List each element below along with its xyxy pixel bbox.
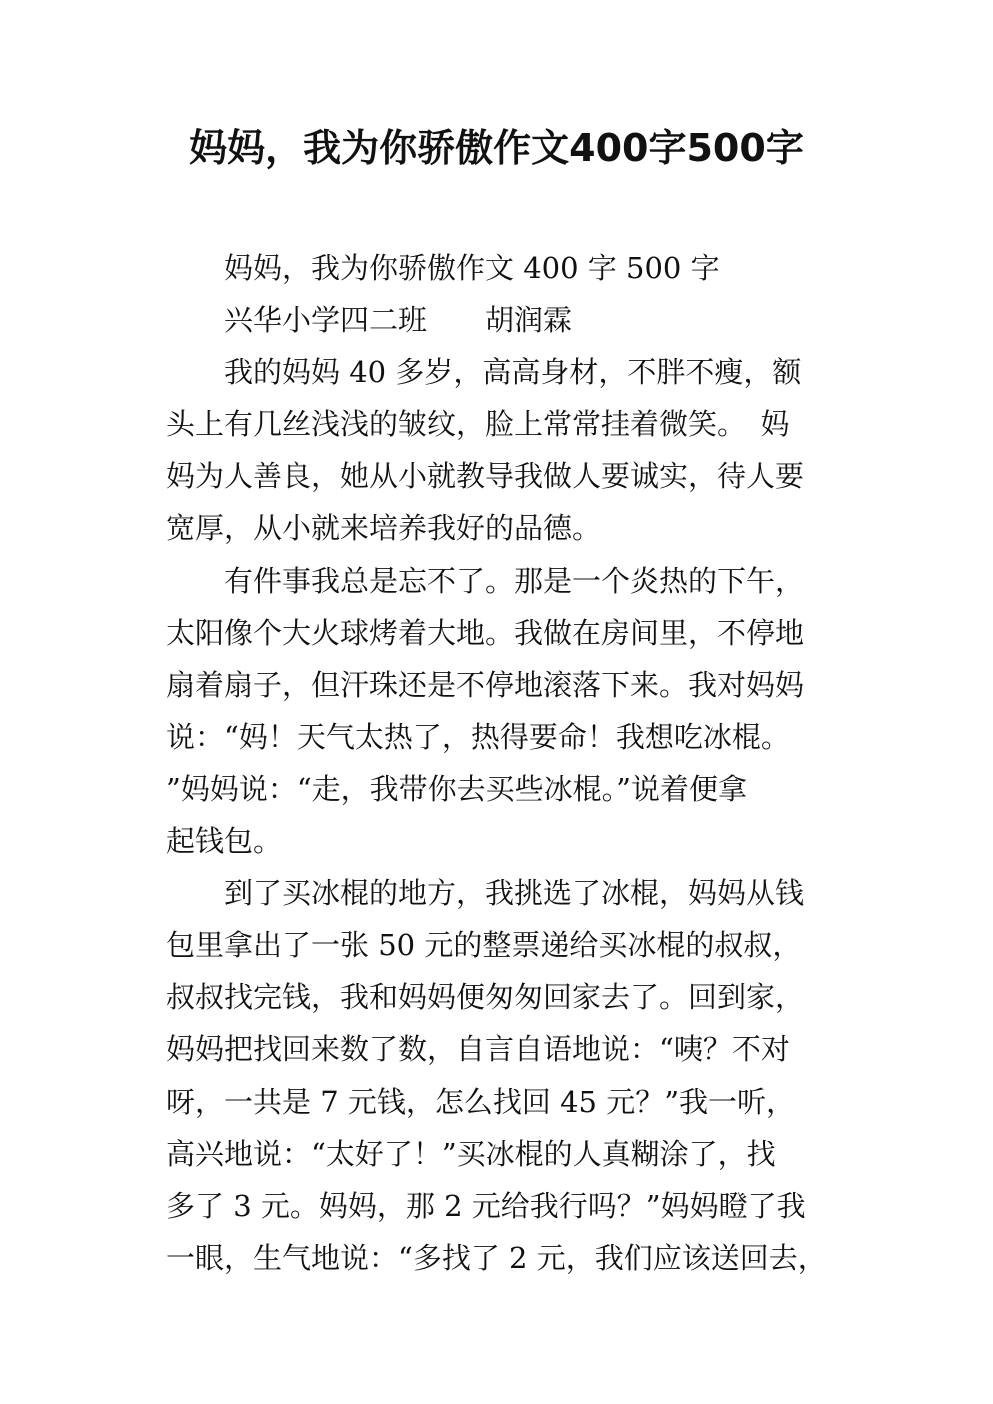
text-line: 说：“妈！天气太热了，热得要命！我想吃冰棍。 [166,720,790,754]
text-line: 扇着扇子，但汗珠还是不停地滚落下来。我对妈妈 [166,668,805,702]
text-line: 到了买冰棍的地方，我挑选了冰棍，妈妈从钱 [224,876,805,910]
text-line: 妈为人善良，她从小就教导我做人要诚实，待人要 [166,459,805,493]
text-line: ”妈妈说：“走，我带你去买些冰棍。”说着便拿 [166,772,747,806]
text-line: 起钱包。 [166,824,283,858]
author-line: 兴华小学四二班 胡润霖 [224,303,573,337]
text-line: 宽厚，从小就来培养我好的品德。 [166,511,602,545]
subtitle-line: 妈妈，我为你骄傲作文 400 字 500 字 [224,251,720,285]
text-line: 我的妈妈 40 多岁，高高身材，不胖不瘦，额 [224,355,802,389]
text-line: 头上有几丝浅浅的皱纹，脸上常常挂着微笑。 妈 [166,407,790,441]
text-line: 包里拿出了一张 50 元的整票递给买冰棍的叔叔， [166,928,802,962]
text-line: 有件事我总是忘不了。那是一个炎热的下午， [224,564,805,598]
text-line: 呀，一共是 7 元钱，怎么找回 45 元？”我一听， [166,1085,796,1119]
text-line: 多了 3 元。妈妈，那 2 元给我行吗？”妈妈瞪了我 [166,1189,806,1223]
text-line: 太阳像个大火球烤着大地。我做在房间里，不停地 [166,616,805,650]
page-title: 妈妈，我为你骄傲作文400字500字 [189,126,804,170]
text-line: 一眼，生气地说：“多找了 2 元，我们应该送回去， [166,1241,827,1275]
text-line: 高兴地说：“太好了！”买冰棍的人真糊涂了，找 [166,1137,776,1171]
text-line: 妈妈把找回来数了数，自言自语地说：“咦？不对 [166,1032,790,1066]
text-line: 叔叔找完钱，我和妈妈便匆匆回家去了。回到家， [166,980,805,1014]
